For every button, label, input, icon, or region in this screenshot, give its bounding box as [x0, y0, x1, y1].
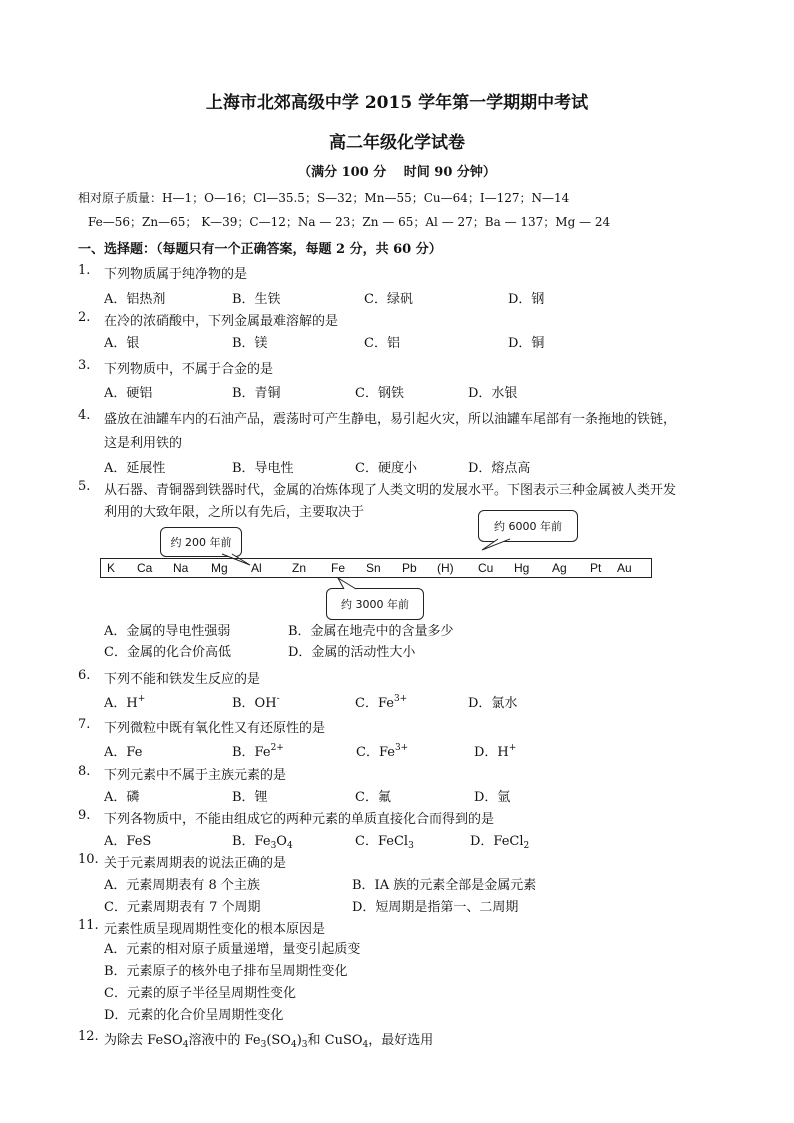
metal-au: Au: [617, 561, 632, 575]
q5-option-a: A．金属的导电性强弱: [104, 624, 231, 639]
q6-option-d: D．氯水: [468, 696, 518, 711]
q5-stem-line-1: 从石器、青铜器到铁器时代，金属的冶炼体现了人类文明的发展水平。下图表示三种金属被人类开发: [104, 483, 677, 498]
metal-sn: Sn: [366, 561, 381, 575]
q10-option-a: A．元素周期表有 8 个主族: [104, 878, 260, 893]
atomic-mass-line-2: Fe—56；Zn—65； K—39；C—12；Na — 23；Zn — 65；Al — 27；Ba — 137；Mg — 24: [88, 215, 611, 229]
q5-number: 5.: [78, 479, 91, 494]
q4-number: 4.: [78, 408, 91, 423]
q11-option-d: D．元素的化合价呈周期性变化: [104, 1008, 284, 1023]
q2-stem: 在冷的浓硝酸中，下列金属最难溶解的是: [104, 314, 339, 329]
q8-option-a: A．磷: [104, 790, 140, 805]
q3-option-b: B．青铜: [232, 386, 281, 401]
q3-option-c: C．钢铁: [355, 386, 404, 401]
metal-k: K: [107, 561, 116, 575]
q9-option-c: C．FeCl$_3$: [355, 834, 414, 851]
metal-mg: Mg: [211, 561, 228, 575]
q9-option-d: D．FeCl$_2$: [470, 834, 530, 851]
callout-fe-pointer: [0, 0, 1, 1]
score-time: （满分 100 分 时间 90 分钟）: [298, 165, 496, 180]
q2-option-c: C．铝: [364, 336, 400, 351]
q7-option-c: C．$Fe^{3+}$: [356, 743, 409, 760]
q9-option-b: B．$Fe_3O_4$: [232, 834, 293, 851]
q1-option-a: A．铝热剂: [104, 292, 166, 307]
q7-option-d: D．H+: [474, 743, 517, 760]
q6-number: 6.: [78, 668, 91, 683]
q3-option-d: D．水银: [468, 386, 518, 401]
q10-option-b: B．IA 族的元素全部是金属元素: [352, 878, 537, 893]
metal-fe: Fe: [331, 561, 346, 575]
metal-pb: Pb: [402, 561, 417, 575]
exam-title: 上海市北郊高级中学 2015 学年第一学期期中考试: [205, 93, 589, 113]
q11-option-c: C．元素的原子半径呈周期性变化: [104, 986, 296, 1001]
q2-number: 2.: [78, 310, 91, 325]
q4-stem-line-2: 这是利用铁的: [104, 436, 183, 451]
metal-pt: Pt: [590, 561, 602, 575]
q12-number: 12.: [78, 1029, 99, 1044]
q7-number: 7.: [78, 717, 91, 732]
q8-option-b: B．锂: [232, 790, 268, 805]
q8-option-c: C．氟: [355, 790, 391, 805]
metal-hg: Hg: [514, 561, 530, 575]
section-heading: 一、选择题：（每题只有一个正确答案，每题 2 分，共 60 分）: [78, 242, 442, 257]
metal-ca: Ca: [137, 561, 153, 575]
q12-stem: 为除去 FeSO$_4$溶液中的 $Fe_3(SO_4)_3$和 CuSO$_4$，最好选用: [104, 1033, 434, 1050]
atomic-mass-line-1: 相对原子质量：H—1；O—16；Cl—35.5；S—32；Mn—55；Cu—64；I—127；N—14: [78, 191, 570, 205]
q8-stem: 下列元素中不属于主族元素的是: [104, 768, 287, 783]
q11-option-a: A．元素的相对原子质量递增，量变引起质变: [104, 942, 361, 957]
q9-stem: 下列各物质中，不能由组成它的两种元素的单质直接化合而得到的是: [104, 812, 495, 827]
metal-ag: Ag: [552, 561, 567, 575]
q11-stem: 元素性质呈现周期性变化的根本原因是: [104, 922, 326, 937]
q1-stem: 下列物质属于纯净物的是: [104, 267, 248, 282]
q7-stem: 下列微粒中既有氧化性又有还原性的是: [104, 721, 326, 736]
q2-option-b: B．镁: [232, 336, 268, 351]
q10-option-c: C．元素周期表有 7 个周期: [104, 900, 261, 915]
q1-option-d: D．钢: [508, 292, 545, 307]
q1-option-c: C．绿矾: [364, 292, 413, 307]
q7-option-b: B．$Fe^{2+}$: [232, 743, 284, 760]
q3-option-a: A．硬铝: [104, 386, 153, 401]
metal-activity-series: [100, 558, 652, 578]
metal-h: (H): [437, 561, 454, 575]
q6-option-b: B．OH-: [232, 694, 280, 711]
q1-number: 1.: [78, 263, 91, 278]
q2-option-d: D．铜: [508, 336, 545, 351]
q5-option-b: B．金属在地壳中的含量多少: [288, 624, 454, 639]
q9-number: 9.: [78, 808, 91, 823]
q11-number: 11.: [78, 918, 99, 933]
q10-number: 10.: [78, 852, 99, 867]
q8-option-d: D．氩: [474, 790, 511, 805]
q11-option-b: B．元素原子的核外电子排布呈周期性变化: [104, 964, 348, 979]
q10-option-d: D．短周期是指第一、二周期: [352, 900, 519, 915]
metal-al: Al: [251, 561, 262, 575]
q6-stem: 下列不能和铁发生反应的是: [104, 672, 261, 687]
q8-number: 8.: [78, 764, 91, 779]
q4-option-c: C．硬度小: [355, 461, 417, 476]
callout-fe-3000-years: 约 3000 年前: [326, 588, 424, 620]
q3-stem: 下列物质中，不属于合金的是: [104, 362, 274, 377]
q4-option-b: B．导电性: [232, 461, 294, 476]
q5-option-c: C．金属的化合价高低: [104, 645, 231, 660]
q5-option-d: D．金属的活动性大小: [288, 645, 416, 660]
metal-zn: Zn: [292, 561, 307, 575]
q4-option-a: A．延展性: [104, 461, 166, 476]
q7-option-a: A．Fe: [104, 745, 143, 760]
q4-stem-line-1: 盛放在油罐车内的石油产品，震荡时可产生静电，易引起火灾，所以油罐车尾部有一条拖地的铁链，: [104, 412, 677, 427]
exam-subtitle: 高二年级化学试卷: [329, 133, 465, 153]
q1-option-b: B．生铁: [232, 292, 281, 307]
q3-number: 3.: [78, 358, 91, 373]
q10-stem: 关于元素周期表的说法正确的是: [104, 856, 287, 871]
q4-option-d: D．熔点高: [468, 461, 531, 476]
metal-cu: Cu: [478, 561, 494, 575]
callout-al-200-years: 约 200 年前: [160, 527, 242, 557]
q6-option-a: A．H+: [104, 694, 146, 711]
q5-stem-line-2: 利用的大致年限，之所以有先后，主要取决于: [104, 505, 365, 520]
q9-option-a: A．FeS: [104, 834, 152, 849]
q2-option-a: A．银: [104, 336, 140, 351]
callout-cu-6000-years: 约 6000 年前: [478, 510, 578, 542]
metal-na: Na: [173, 561, 189, 575]
q6-option-c: C．$Fe^{3+}$: [355, 694, 408, 711]
